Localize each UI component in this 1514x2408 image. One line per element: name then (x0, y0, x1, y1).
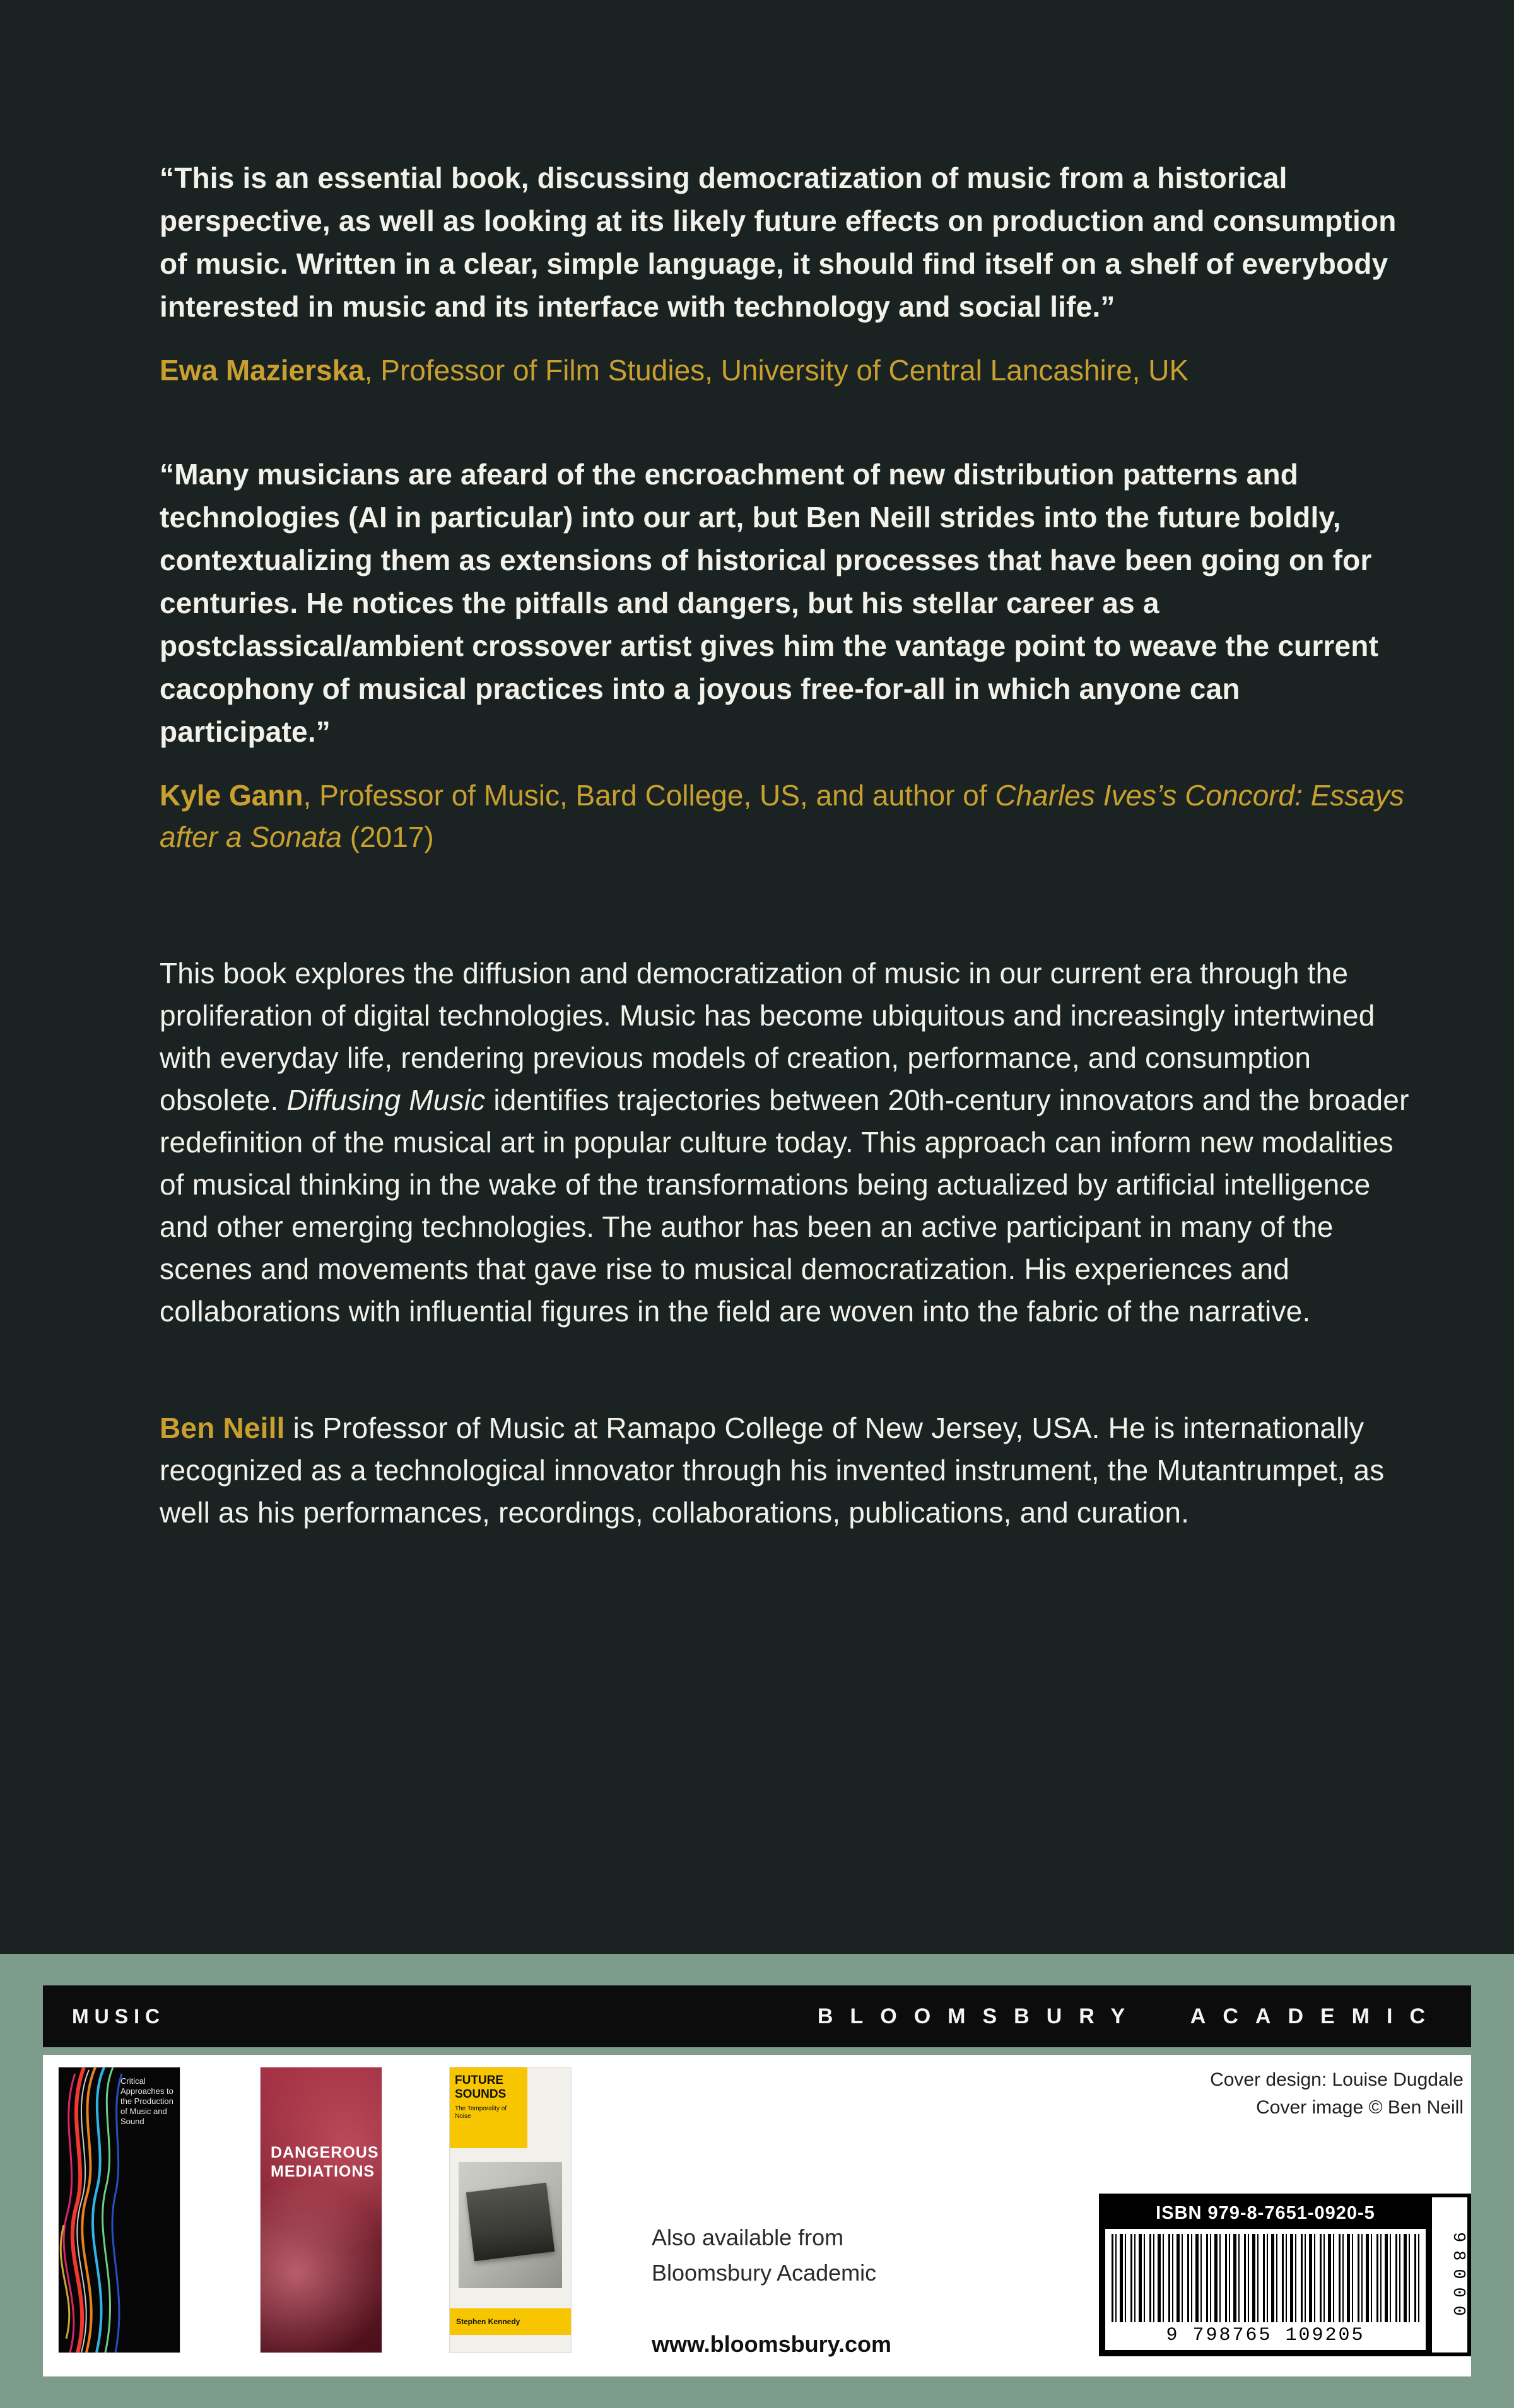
isbn-label: ISBN 979-8-7651-0920-5 (1156, 2203, 1375, 2223)
thumbnail-3-photo (459, 2162, 562, 2288)
thumbnail-3-author-strip (450, 2308, 571, 2335)
quote-2-book-title: Charles Ives’s Concord: Essays after a Sonata (160, 779, 1404, 853)
thumbnail-3-author: Stephen Kennedy (456, 2317, 520, 2326)
book-description (160, 952, 1418, 1333)
thumbnail-2-title: DANGEROUS MEDIATIONS (271, 2144, 379, 2180)
quote-2-text: “Many musicians are afeard of the encroachment of new distribution patterns and technologies (AI in particular) into our art, but Ben Neill strides into the future boldly, contextualizing them as extensions of historical processes that have been going on for centuries. He notices the pitfalls and dangers, but his stellar career as a postclassical/ambient crossover artist gives him the vantage point to weave the current cacophony of musical practices into a joyous free-for-all in which anyone can participate.” (160, 458, 1379, 748)
author-bio (160, 1407, 1418, 1534)
author-bio-text: is Professor of Music at Ramapo College of New Jersey, USA. He is internationally recognized as a technological innovator through his invented instrument, the Mutantrumpet, as well as his performances, recordings, collaborations, publications, and curation. (160, 1411, 1385, 1529)
description-part-2: identifies trajectories between 20th-century innovators and the broader redefinition of the musical art in popular culture today. This approach can inform new modalities of musical thinking in the wake of the transformations being actualized by artificial intelligence and other emerging technologies. The author has been an active participant in many of the scenes and movements that gave rise to musical democratization. His experiences and collaborations with influential figures in the field are woven into the fabric of the narrative. (160, 1084, 1409, 1328)
thumbnail-1-title: Critical Approaches to the Production of Music and Sound (120, 2076, 173, 2126)
footer-band (0, 1954, 1514, 2408)
quote-2-author-name: Kyle Gann (160, 779, 303, 812)
description-part-1: This book explores the diffusion and democratization of music in our current era through the proliferation of digital technologies. Music has become ubiquitous and increasingly intertwined with everyday life, rendering previous models of creation, performance, and consumption obsolete. (160, 957, 1375, 1116)
thumbnail-3-title: FUTURE SOUNDS (455, 2074, 507, 2101)
thumbnail-3-title-block (450, 2067, 527, 2148)
quote-2-author-title: , Professor of Music, Bard College, US, and author of (303, 779, 995, 812)
publisher-name: BLOOMSBURY ACADEMIC (817, 2004, 1442, 2028)
publisher-strip (43, 1985, 1471, 2047)
category-label: MUSIC (72, 2004, 166, 2028)
description-book-title: Diffusing Music (286, 1084, 486, 1116)
thumbnail-critical-approaches (59, 2067, 180, 2352)
author-name: Ben Neill (160, 1411, 285, 1444)
cover-credits (1210, 2066, 1464, 2122)
thumbnail-dangerous-mediations (261, 2067, 382, 2352)
isbn-number: 9 798765 109205 (1166, 2325, 1365, 2346)
endorsement-quote-2 (160, 453, 1418, 753)
quote-1-text: “This is an essential book, discussing democratization of music from a historical perspective, as well as looking at its likely future effects on production and consumption of music. Written in a clear, simple language, it should find itself on a shelf of everybody interested in music and its interface with technology and social life.” (160, 161, 1397, 323)
barcode-bars (1112, 2234, 1419, 2322)
quote-1-attribution (160, 349, 1418, 391)
endorsement-quote-1 (160, 156, 1418, 328)
footer-panel (43, 2055, 1471, 2376)
barcode-main (1103, 2197, 1428, 2352)
quote-1-author-name: Ewa Mazierska (160, 354, 365, 387)
also-available-line-1: Also available from (652, 2224, 844, 2250)
quote-2-year: (2017) (341, 821, 434, 853)
quote-1-author-title: , Professor of Film Studies, University of Central Lancashire, UK (364, 354, 1189, 387)
thumbnail-3-device-image (466, 2183, 555, 2262)
thumbnail-future-sounds (450, 2067, 571, 2352)
cover-image-credit: Cover image © Ben Neill (1256, 2097, 1464, 2118)
quote-2-attribution (160, 774, 1418, 858)
barcode-body (1105, 2229, 1426, 2350)
also-available-text (652, 2220, 876, 2291)
thumbnail-3-subtitle: The Temporality of Noise (455, 2105, 507, 2120)
publisher-website: www.bloomsbury.com (652, 2331, 892, 2357)
also-available-line-2: Bloomsbury Academic (652, 2260, 877, 2286)
back-cover-text (160, 0, 1418, 1534)
barcode-addon-code: 98000 (1432, 2197, 1467, 2352)
isbn-barcode (1099, 2194, 1471, 2356)
cover-design-credit: Cover design: Louise Dugdale (1210, 2069, 1464, 2090)
